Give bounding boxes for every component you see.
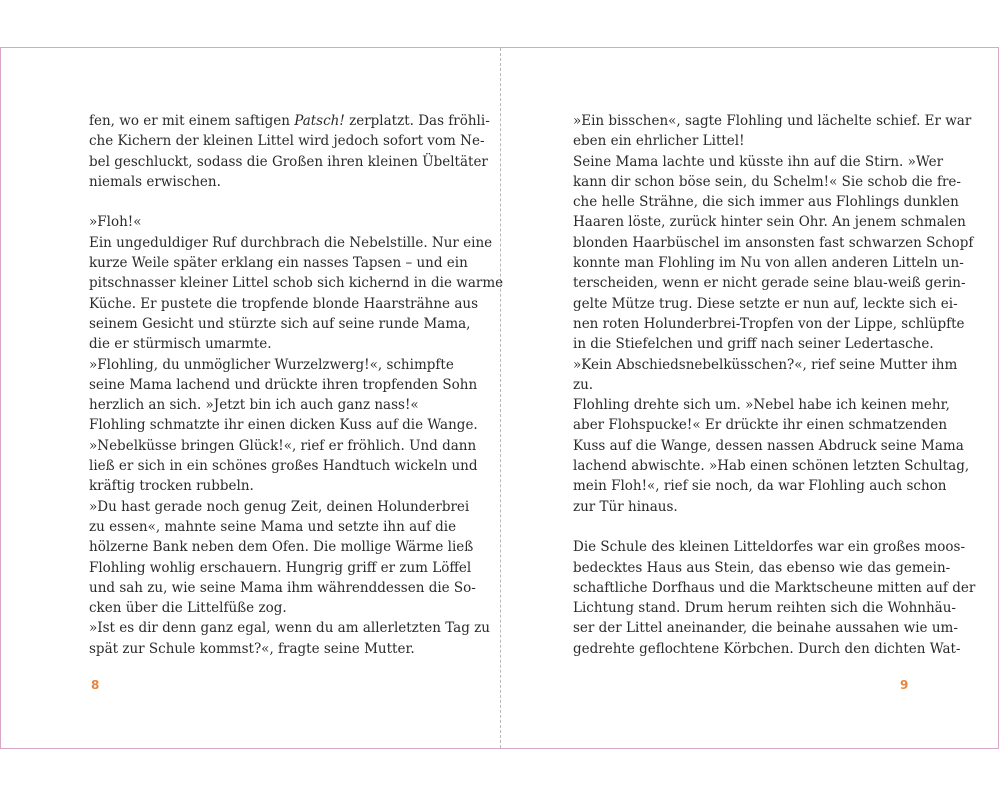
- page-number-right: 9: [900, 678, 909, 692]
- text-line: pitschnasser kleiner Littel schob sich kichernd in die warme: [89, 275, 504, 292]
- text-line: Flohling schmatzte ihr einen dicken Kuss auf die Wange.: [89, 417, 478, 434]
- text-line: spät zur Schule kommst?«, fragte seine Mutter.: [89, 640, 415, 657]
- text-line: Die Schule des kleinen Litteldorfes war ein großes moos-: [573, 539, 966, 556]
- text-line: und sah zu, wie seine Mama ihm währenddessen die So-: [89, 579, 476, 596]
- text-line: zu.: [573, 376, 594, 393]
- text-line: [89, 192, 433, 212]
- text-line: bel geschluckt, sodass die Großen ihren kleinen Übeltäter: [89, 153, 488, 170]
- text-line: Ein ungeduldiger Ruf durchbrach die Nebelstille. Nur eine: [89, 234, 493, 251]
- text-line: kann dir schon böse sein, du Schelm!« Sie schob die fre-: [573, 173, 961, 190]
- text-line: lachend abwischte. »Hab einen schönen letzten Schultag,: [573, 458, 970, 475]
- text-line: »Flohling, du unmöglicher Wurzelzwerg!«, schimpfte: [89, 356, 454, 373]
- text-line: ließ er sich in ein schönes großes Handtuch wickeln und: [89, 458, 478, 475]
- book-spine-divider: [500, 48, 501, 748]
- text-line: Flohling wohlig erschauern. Hungrig griff er zum Löffel: [89, 559, 472, 576]
- text-line: kurze Weile später erklang ein nasses Tapsen – und ein: [89, 255, 468, 272]
- text-line: zu essen«, mahnte seine Mama und setzte ihn auf die: [89, 518, 457, 535]
- text-line: »Nebelküsse bringen Glück!«, rief er fröhlich. Und dann: [89, 437, 477, 454]
- text-line: mein Floh!«, rief sie noch, da war Flohling auch schon: [573, 478, 947, 495]
- text-line: »Ein bisschen«, sagte Flohling und lächelte schief. Er war: [573, 113, 972, 129]
- text-line: seine Mama lachend und drückte ihren tropfenden Sohn: [89, 376, 478, 393]
- text-line: terscheiden, wenn er nicht gerade seine blau-weiß gerin-: [573, 275, 966, 292]
- text-line: gelte Mütze trug. Diese setzte er nun auf, leckte sich ei-: [573, 295, 958, 312]
- text-line: die er stürmisch umarmte.: [89, 336, 272, 353]
- text-line: »Ist es dir denn ganz egal, wenn du am allerletzten Tag zu: [89, 620, 490, 637]
- text-line: blonden Haarbüschel im ansonsten fast schwarzen Schopf: [573, 234, 974, 251]
- text-line: hölzerne Bank neben dem Ofen. Die mollige Wärme ließ: [89, 539, 474, 556]
- text-line: fen, wo er mit einem saftigen Patsch! zerplatzt. Das fröhli-: [89, 113, 490, 129]
- page-number-left: 8: [91, 678, 100, 692]
- text-line: nen roten Holunderbrei-Tropfen von der Lippe, schlüpfte: [573, 315, 965, 332]
- text-line: herzlich an sich. »Jetzt bin ich auch ganz nass!«: [89, 397, 419, 414]
- text-line: niemals erwischen.: [89, 173, 221, 190]
- text-line: Haaren löste, zurück hinter sein Ohr. An jenem schmalen: [573, 214, 966, 231]
- text-line: Flohling drehte sich um. »Nebel habe ich keinen mehr,: [573, 397, 950, 414]
- text-line: seinem Gesicht und stürzte sich auf seine runde Mama,: [89, 315, 471, 332]
- text-line: schaftliche Dorfhaus und die Marktscheune mitten auf der: [573, 579, 976, 596]
- text-line: Seine Mama lachte und küsste ihn auf die Stirn. »Wer: [573, 153, 944, 170]
- text-line: konnte man Flohling im Nu von allen anderen Litteln un-: [573, 255, 964, 272]
- text-line: Kuss auf die Wange, dessen nassen Abdruck seine Mama: [573, 437, 964, 454]
- text-line: »Floh!«: [89, 214, 142, 231]
- text-line: che Kichern der kleinen Littel wird jedoch sofort vom Ne-: [89, 133, 485, 150]
- right-page-text: [573, 111, 976, 659]
- emphasis-text: Patsch!: [294, 113, 345, 129]
- book-spread: [0, 47, 999, 749]
- text-line: aber Flohspucke!« Er drückte ihr einen schmatzenden: [573, 417, 948, 434]
- text-line: Lichtung stand. Drum herum reihten sich die Wohnhäu-: [573, 600, 956, 617]
- text-line: kräftig trocken rubbeln.: [89, 478, 254, 495]
- text-line: bedecktes Haus aus Stein, das ebenso wie das gemein-: [573, 559, 951, 576]
- text-line: che helle Strähne, die sich immer aus Flohlings dunklen: [573, 194, 959, 211]
- text-line: zur Tür hinaus.: [573, 498, 678, 515]
- text-line: »Du hast gerade noch genug Zeit, deinen Holunderbrei: [89, 498, 470, 515]
- text-line: cken über die Littelfüße zog.: [89, 600, 287, 617]
- text-line: ser der Littel aneinander, die beinahe aussahen wie um-: [573, 620, 958, 637]
- text-line: [573, 517, 917, 537]
- text-line: »Kein Abschiedsnebelküsschen?«, rief seine Mutter ihm: [573, 356, 958, 373]
- text-line: gedrehte geflochtene Körbchen. Durch den dichten Wat-: [573, 640, 961, 657]
- text-line: in die Stiefelchen und griff nach seiner Ledertasche.: [573, 336, 934, 353]
- text-line: eben ein ehrlicher Littel!: [573, 133, 745, 150]
- text-line: Küche. Er pustete die tropfende blonde Haarsträhne aus: [89, 295, 479, 312]
- left-page-text: [89, 111, 504, 659]
